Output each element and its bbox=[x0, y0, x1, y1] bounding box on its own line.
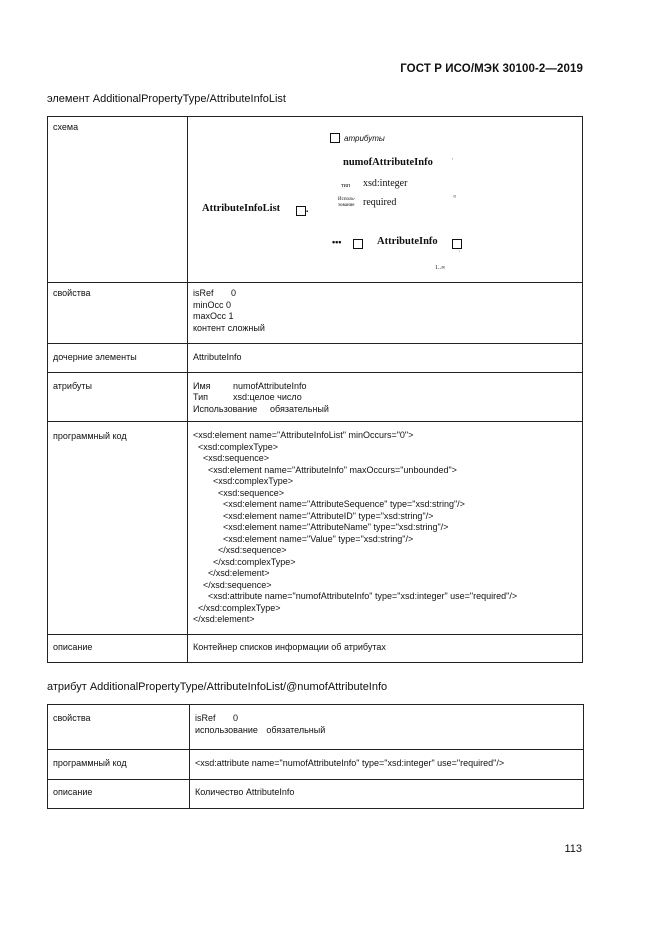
attr-code-value: <xsd:attribute name="numofAttributeInfo" type="xsd:integer" use="required"/> bbox=[190, 750, 584, 780]
attribute-spec-table bbox=[47, 704, 584, 809]
property-content: контент сложный bbox=[193, 322, 265, 333]
code-line: <xsd:complexType> bbox=[193, 476, 294, 486]
description-value: Контейнер списков информации об атрибутах bbox=[188, 634, 583, 663]
attr-type-key: Тип bbox=[193, 392, 209, 402]
property-isref: isRef 0 bbox=[193, 288, 237, 298]
schema-diagram bbox=[188, 117, 582, 282]
attr-name-key: Имя bbox=[193, 380, 211, 391]
code-line: <xsd:element name="AttributeName" type="xsd:string"/> bbox=[193, 522, 449, 532]
tick-mark: « bbox=[453, 194, 457, 200]
schema-row bbox=[48, 117, 583, 283]
attr-name-value: numofAttributeInfo bbox=[233, 380, 307, 391]
code-line: <xsd:element name="Value" type="xsd:string"/> bbox=[193, 533, 414, 544]
code-line: <xsd:element name="AttributeID" type="xsd:string"/> bbox=[193, 510, 434, 521]
properties-row bbox=[48, 283, 583, 344]
code-line: </xsd:sequence> bbox=[193, 579, 272, 590]
code-line: <xsd:sequence> bbox=[193, 487, 285, 498]
child-element-label: AttributeInfo bbox=[377, 236, 438, 247]
element-section-title: элемент AdditionalPropertyType/AttributeInfoList bbox=[47, 93, 286, 105]
attr-use-value: обязательный bbox=[270, 403, 329, 414]
code-line: </xsd:complexType> bbox=[193, 556, 296, 567]
code-line: <xsd:element name="AttributeInfo" maxOccurs="unbounded"> bbox=[193, 464, 457, 475]
code-line: <xsd:sequence> bbox=[193, 453, 270, 463]
attr-property-use: использование обязательный bbox=[195, 724, 326, 735]
attribute-section-title: атрибут AdditionalPropertyType/AttributeInfoList/@numofAttributeInfo bbox=[47, 681, 388, 693]
attr-use-key: Исполь- зование bbox=[338, 197, 356, 208]
attr-properties-label: свойства bbox=[48, 705, 190, 750]
children-label: дочерние элементы bbox=[48, 344, 188, 373]
attr-description-value: Количество AttributeInfo bbox=[190, 779, 584, 809]
sequence-symbol-icon: ••• bbox=[332, 237, 342, 247]
code-line: </xsd:element> bbox=[193, 568, 270, 578]
code-line: </xsd:element> bbox=[193, 614, 255, 624]
attr-use-value: required bbox=[363, 197, 397, 208]
children-value: AttributeInfo bbox=[188, 344, 583, 373]
code-line: </xsd:sequence> bbox=[193, 545, 287, 555]
code-line: <xsd:complexType> bbox=[193, 441, 279, 452]
children-row bbox=[48, 344, 583, 373]
root-element-label: AttributeInfoList bbox=[202, 203, 281, 214]
attributes-box-icon bbox=[330, 133, 340, 143]
sequence-box-icon bbox=[353, 239, 363, 249]
tick-mark: ' bbox=[452, 158, 454, 165]
code-line: </xsd:complexType> bbox=[193, 602, 281, 613]
child-element-box-icon bbox=[452, 239, 462, 249]
attr-property-isref: isRef 0 bbox=[195, 713, 239, 723]
properties-values bbox=[188, 283, 583, 344]
attr-type-value: xsd:integer bbox=[363, 178, 408, 189]
attr-properties-values bbox=[190, 705, 584, 750]
expand-marker-icon: ▪ bbox=[306, 209, 309, 215]
code-row bbox=[48, 422, 583, 635]
attr-name-label: numofAttributeInfo bbox=[343, 157, 433, 168]
attr-code-label: программный код bbox=[48, 750, 190, 780]
attr-type-value: xsd:целое число bbox=[233, 392, 302, 402]
multiplicity-label: 1..∞ bbox=[435, 265, 446, 271]
code-line: <xsd:attribute name="numofAttributeInfo" type="xsd:integer" use="required"/> bbox=[193, 591, 518, 601]
schema-label: схема bbox=[48, 117, 188, 283]
standard-header: ГОСТ Р ИСО/МЭК 30100-2—2019 bbox=[400, 63, 583, 75]
properties-label: свойства bbox=[48, 283, 188, 344]
attributes-label: атрибуты bbox=[48, 372, 188, 422]
property-maxocc: maxOcc 1 bbox=[193, 311, 234, 321]
root-element-box-icon bbox=[296, 206, 306, 216]
schema-diagram-cell bbox=[188, 117, 583, 283]
property-minocc: minOcc 0 bbox=[193, 299, 232, 310]
attr-code-row bbox=[48, 750, 584, 780]
attr-type-key: тип bbox=[341, 183, 351, 189]
attributes-row bbox=[48, 372, 583, 422]
code-block bbox=[188, 422, 583, 635]
page-number: 113 bbox=[564, 843, 582, 855]
attr-description-label: описание bbox=[48, 779, 190, 809]
code-label: программный код bbox=[48, 422, 188, 635]
attributes-values bbox=[188, 372, 583, 422]
tick-mark: ' bbox=[459, 251, 461, 257]
code-line: <xsd:element name="AttributeSequence" type="xsd:string"/> bbox=[193, 499, 465, 509]
attr-use-key: Использование bbox=[193, 403, 258, 414]
element-spec-table bbox=[47, 116, 583, 663]
attr-properties-row bbox=[48, 705, 584, 750]
description-row bbox=[48, 634, 583, 663]
attr-description-row bbox=[48, 779, 584, 809]
description-label: описание bbox=[48, 634, 188, 663]
code-line: <xsd:element name="AttributeInfoList" minOccurs="0"> bbox=[193, 430, 414, 440]
attributes-group-label: атрибуты bbox=[344, 134, 385, 143]
